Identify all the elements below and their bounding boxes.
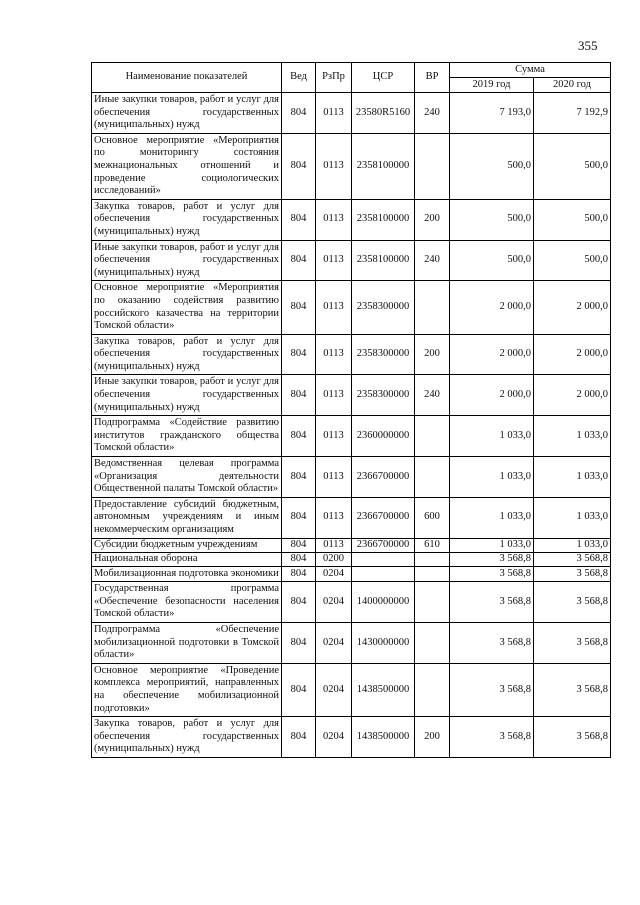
row-vr: 240	[415, 240, 450, 281]
row-2019: 1 033,0	[450, 497, 534, 538]
row-rzpr: 0204	[316, 582, 352, 623]
row-name: Основное мероприятие «Мероприятия по оказанию содействия развитию российского казачества на территории Томской области»	[92, 281, 282, 334]
row-rzpr: 0113	[316, 334, 352, 375]
row-ved: 804	[282, 281, 316, 334]
table-row	[92, 281, 611, 334]
row-2020: 3 568,8	[534, 717, 611, 758]
row-rzpr: 0113	[316, 416, 352, 457]
row-vr	[415, 663, 450, 716]
table-row	[92, 457, 611, 498]
row-csr: 2366700000	[352, 457, 415, 498]
header-sum: Сумма	[450, 63, 611, 78]
row-name: Иные закупки товаров, работ и услуг для обеспечения государственных (муниципальных) нужд	[92, 93, 282, 134]
row-2020: 7 192,9	[534, 93, 611, 134]
table-row	[92, 240, 611, 281]
row-ved: 804	[282, 552, 316, 566]
row-vr	[415, 622, 450, 663]
budget-table	[91, 62, 611, 758]
header-name: Наименование показателей	[92, 63, 282, 93]
row-2020: 500,0	[534, 199, 611, 240]
row-ved: 804	[282, 663, 316, 716]
row-vr: 200	[415, 334, 450, 375]
row-rzpr: 0113	[316, 457, 352, 498]
table-row	[92, 133, 611, 199]
row-rzpr: 0204	[316, 566, 352, 582]
row-csr: 2358300000	[352, 334, 415, 375]
row-2020: 1 033,0	[534, 416, 611, 457]
row-vr	[415, 416, 450, 457]
row-2020: 3 568,8	[534, 582, 611, 623]
table-row	[92, 375, 611, 416]
row-vr	[415, 566, 450, 582]
row-vr: 200	[415, 199, 450, 240]
row-ved: 804	[282, 375, 316, 416]
row-2020: 1 033,0	[534, 457, 611, 498]
row-rzpr: 0204	[316, 663, 352, 716]
row-ved: 804	[282, 416, 316, 457]
row-name: Подпрограмма «Содействие развитию институтов гражданского общества Томской области»	[92, 416, 282, 457]
row-name: Предоставление субсидий бюджетным, автономным учреждениям и иным некоммерческим организациям	[92, 497, 282, 538]
row-rzpr: 0113	[316, 281, 352, 334]
row-2019: 500,0	[450, 133, 534, 199]
row-2019: 3 568,8	[450, 622, 534, 663]
row-2019: 2 000,0	[450, 334, 534, 375]
row-name: Государственная программа «Обеспечение безопасности населения Томской области»	[92, 582, 282, 623]
row-2019: 2 000,0	[450, 375, 534, 416]
table-row	[92, 552, 611, 566]
table-row	[92, 538, 611, 552]
table-row	[92, 622, 611, 663]
row-name: Подпрограмма «Обеспечение мобилизационной подготовки в Томской области»	[92, 622, 282, 663]
row-rzpr: 0113	[316, 199, 352, 240]
row-ved: 804	[282, 133, 316, 199]
row-rzpr: 0204	[316, 622, 352, 663]
table-row	[92, 717, 611, 758]
row-2019: 1 033,0	[450, 457, 534, 498]
row-csr: 1430000000	[352, 622, 415, 663]
table-row	[92, 416, 611, 457]
row-vr: 200	[415, 717, 450, 758]
row-rzpr: 0113	[316, 538, 352, 552]
row-csr	[352, 566, 415, 582]
row-vr	[415, 281, 450, 334]
table-row	[92, 497, 611, 538]
row-name: Иные закупки товаров, работ и услуг для обеспечения государственных (муниципальных) нужд	[92, 240, 282, 281]
row-2019: 500,0	[450, 240, 534, 281]
row-csr: 2366700000	[352, 538, 415, 552]
row-name: Национальная оборона	[92, 552, 282, 566]
header-rzpr: РзПр	[316, 63, 352, 93]
row-csr: 2358100000	[352, 240, 415, 281]
table-row	[92, 199, 611, 240]
header-csr: ЦСР	[352, 63, 415, 93]
row-vr: 240	[415, 375, 450, 416]
header-2020: 2020 год	[534, 78, 611, 93]
row-2019: 3 568,8	[450, 717, 534, 758]
row-csr: 23580R5160	[352, 93, 415, 134]
row-vr: 240	[415, 93, 450, 134]
row-2020: 500,0	[534, 240, 611, 281]
row-ved: 804	[282, 497, 316, 538]
row-csr: 2358100000	[352, 133, 415, 199]
row-2019: 3 568,8	[450, 582, 534, 623]
row-csr: 2360000000	[352, 416, 415, 457]
header-ved: Вед	[282, 63, 316, 93]
row-2020: 2 000,0	[534, 334, 611, 375]
row-2020: 2 000,0	[534, 375, 611, 416]
row-name: Основное мероприятие «Проведение комплекса мероприятий, направленных на обеспечение мобилизационной подготовки»	[92, 663, 282, 716]
row-ved: 804	[282, 622, 316, 663]
row-name: Закупка товаров, работ и услуг для обеспечения государственных (муниципальных) нужд	[92, 199, 282, 240]
row-ved: 804	[282, 334, 316, 375]
row-csr: 2366700000	[352, 497, 415, 538]
row-vr: 610	[415, 538, 450, 552]
row-rzpr: 0113	[316, 240, 352, 281]
row-ved: 804	[282, 717, 316, 758]
row-csr: 1438500000	[352, 717, 415, 758]
row-name: Закупка товаров, работ и услуг для обеспечения государственных (муниципальных) нужд	[92, 334, 282, 375]
page-number: 355	[578, 38, 598, 53]
header-vr: ВР	[415, 63, 450, 93]
row-2020: 3 568,8	[534, 622, 611, 663]
row-2019: 1 033,0	[450, 416, 534, 457]
row-name: Субсидии бюджетным учреждениям	[92, 538, 282, 552]
row-name: Ведомственная целевая программа «Организация деятельности Общественной палаты Томской области»	[92, 457, 282, 498]
row-ved: 804	[282, 457, 316, 498]
row-2019: 2 000,0	[450, 281, 534, 334]
row-2020: 1 033,0	[534, 538, 611, 552]
row-ved: 804	[282, 199, 316, 240]
row-2019: 1 033,0	[450, 538, 534, 552]
row-ved: 804	[282, 538, 316, 552]
header-2019: 2019 год	[450, 78, 534, 93]
row-rzpr: 0200	[316, 552, 352, 566]
row-2020: 500,0	[534, 133, 611, 199]
row-vr	[415, 457, 450, 498]
row-ved: 804	[282, 93, 316, 134]
row-csr: 2358300000	[352, 375, 415, 416]
row-2020: 3 568,8	[534, 663, 611, 716]
row-vr	[415, 133, 450, 199]
row-2019: 3 568,8	[450, 552, 534, 566]
row-2020: 3 568,8	[534, 552, 611, 566]
row-vr	[415, 552, 450, 566]
row-2019: 3 568,8	[450, 663, 534, 716]
row-name: Иные закупки товаров, работ и услуг для обеспечения государственных (муниципальных) нужд	[92, 375, 282, 416]
row-name: Мобилизационная подготовка экономики	[92, 566, 282, 582]
row-csr: 1438500000	[352, 663, 415, 716]
row-2019: 3 568,8	[450, 566, 534, 582]
row-ved: 804	[282, 566, 316, 582]
table-row	[92, 334, 611, 375]
row-2020: 2 000,0	[534, 281, 611, 334]
row-rzpr: 0113	[316, 497, 352, 538]
row-2020: 3 568,8	[534, 566, 611, 582]
table-row	[92, 93, 611, 134]
row-vr	[415, 582, 450, 623]
row-rzpr: 0204	[316, 717, 352, 758]
row-2020: 1 033,0	[534, 497, 611, 538]
row-name: Основное мероприятие «Мероприятия по мониторингу состояния межнациональных отношений и проведение социологических исследований»	[92, 133, 282, 199]
row-rzpr: 0113	[316, 375, 352, 416]
row-rzpr: 0113	[316, 133, 352, 199]
row-ved: 804	[282, 582, 316, 623]
row-csr: 1400000000	[352, 582, 415, 623]
row-csr: 2358300000	[352, 281, 415, 334]
row-vr: 600	[415, 497, 450, 538]
table-row	[92, 566, 611, 582]
row-csr	[352, 552, 415, 566]
row-csr: 2358100000	[352, 199, 415, 240]
row-name: Закупка товаров, работ и услуг для обеспечения государственных (муниципальных) нужд	[92, 717, 282, 758]
row-2019: 500,0	[450, 199, 534, 240]
table-row	[92, 582, 611, 623]
row-ved: 804	[282, 240, 316, 281]
table-row	[92, 663, 611, 716]
row-2019: 7 193,0	[450, 93, 534, 134]
row-rzpr: 0113	[316, 93, 352, 134]
